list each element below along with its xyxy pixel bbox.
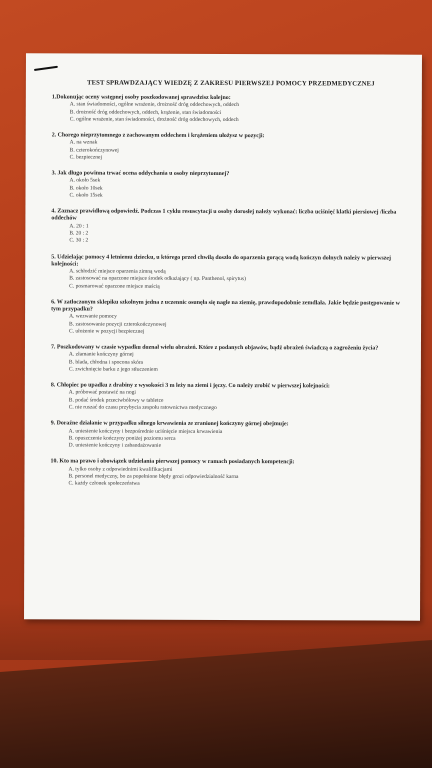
question-text: 8. Chłopiec po upadku z drabiny z wysokości 3 m leży na ziemi i jęczy. Co należy zrobić w pierwszej kolejności: <box>50 382 330 390</box>
pen-mark <box>34 66 58 71</box>
question-text: 4. Zaznacz prawidłową odpowiedź. Podczas 1 cyklu resuscytacji u osoby dorosłej należy wykonać: liczba uciśnięć klatki piersiowej /liczba oddechów <box>51 208 397 222</box>
answer-option: B. personel medyczny, bo za popełnione błędy grozi odpowiedzialność karna <box>68 473 239 481</box>
question-list <box>50 94 409 489</box>
test-sheet <box>24 53 422 620</box>
answer-option: B. 20 : 2 <box>69 230 89 237</box>
question-9 <box>51 421 409 451</box>
answer-option: A. wezwanie pomocy <box>69 313 117 320</box>
answer-option: C. ogólne wrażenie, stan świadomości, drożność dróg oddechowych, oddech <box>69 116 239 123</box>
question-2 <box>52 132 410 162</box>
answer-option: C. bezpiecznej <box>69 154 103 161</box>
answer-option: B. podać środek przeciwbólowy w tabletce <box>68 397 164 404</box>
answer-option: A. stan świadomości, ogólne wrażenie, drożność dróg oddechowych, oddech <box>69 101 240 109</box>
answer-option: A. złamanie kończyny górnej <box>68 351 134 359</box>
answer-option: A. uniesienie kończyny i bezpośrednie uciśnięcie miejsca krwawienia <box>68 428 223 435</box>
question-text: 6. W zatłoczonym sklepiku szkolnym jedna z uczennic osunęła się nagle na ziemię, prawdopodobnie zemdlała. Jakie będzie postępowanie w tym przypadku? <box>51 299 400 313</box>
document-title: TEST SPRAWDZAJĄCY WIEDZĘ Z ZAKRESU PIERWSZEJ POMOCY PRZEDMEDYCZNEJ <box>87 79 375 88</box>
answer-option: A. tylko osoby z odpowiednimi kwalifikacjami <box>68 466 173 473</box>
question-text: 1.Dokonując oceny wstępnej osoby poszkodowanej sprawdzisz kolejno: <box>51 94 231 102</box>
question-text: 10. Kto ma prawo i obowiązek udzielania pierwszej pomocy w ramach posiadanych kompetencji: <box>50 458 295 466</box>
answer-option: C. około 15sek <box>69 192 103 199</box>
answer-option: C. zwichnięcie barku z jego stłuczeniem <box>68 366 158 373</box>
answer-option: B. opuszczenie kończyny poniżej poziomu serca <box>68 435 176 442</box>
question-text: 9. Doraźne działanie w przypadku silnego krwawienia ze zranionej kończyny górnej obejmuje: <box>50 420 289 428</box>
answer-option: C. każdy członek społeczeństwa <box>68 480 140 487</box>
answer-option: D. uniesienie kończyny i zabandażowanie <box>68 442 162 449</box>
answer-option: B. blada, chłodna i spocona skóra <box>68 359 143 366</box>
answer-option: A. na wznak <box>69 139 98 146</box>
question-4 <box>51 209 409 247</box>
answer-option: A. około 5sek <box>69 177 101 184</box>
question-text: 7. Poszkodowany w czasie wypadku doznał wielu obrażeń. Które z podanych objawów, bądź obrażeń świadczą o zagrożeniu życia? <box>50 344 379 352</box>
answer-option: C. 30 : 2 <box>69 237 89 244</box>
question-10 <box>50 459 408 489</box>
question-8 <box>51 383 409 413</box>
answer-option: C. posmarować oparzone miejsce maścią <box>69 283 160 290</box>
answer-option: A. 20 : 1 <box>69 223 89 230</box>
answer-option: B. drożność dróg oddechowych, oddech, krążenie, stan świadomości <box>69 108 222 116</box>
answer-option: B. czterokończynowej <box>69 147 119 154</box>
question-7 <box>51 345 409 375</box>
answer-option: B. zastosowanie pozycji czterokończynowej <box>69 321 167 328</box>
answer-option: B. około 10sek <box>69 185 103 192</box>
question-3 <box>51 171 409 201</box>
question-5 <box>51 254 409 292</box>
answer-option: B. zastosować na oparzone miejsce środek odkażający ( np. Panthenol, spirytus) <box>69 275 246 283</box>
answer-option: A. schłodzić miejsce oparzenia zimną wodą <box>69 268 166 275</box>
question-text: 2. Chorego nieprzytomnego z zachowanym oddechem i krążeniem ułożysz w pozycji: <box>51 132 265 140</box>
question-text: 5. Udzielając pomocy 4 letniemu dziecku, u którego przed chwilą doszło do oparzenia gorącą wodą kończyn dolnych należy w pierwszej kolejności: <box>51 253 392 268</box>
answer-option: A. próbować postawić na nogi <box>68 389 136 397</box>
answer-option: C. nie ruszać do czasu przybycia zespołu ratownictwa medycznego <box>68 404 217 412</box>
question-text: 3. Jak długo powinna trwać ocena oddychania u osoby nieprzytomnej? <box>51 170 230 178</box>
question-1 <box>52 94 410 124</box>
question-6 <box>51 299 409 337</box>
answer-option: C. ułożenie w pozycji bezpiecznej <box>69 328 145 335</box>
